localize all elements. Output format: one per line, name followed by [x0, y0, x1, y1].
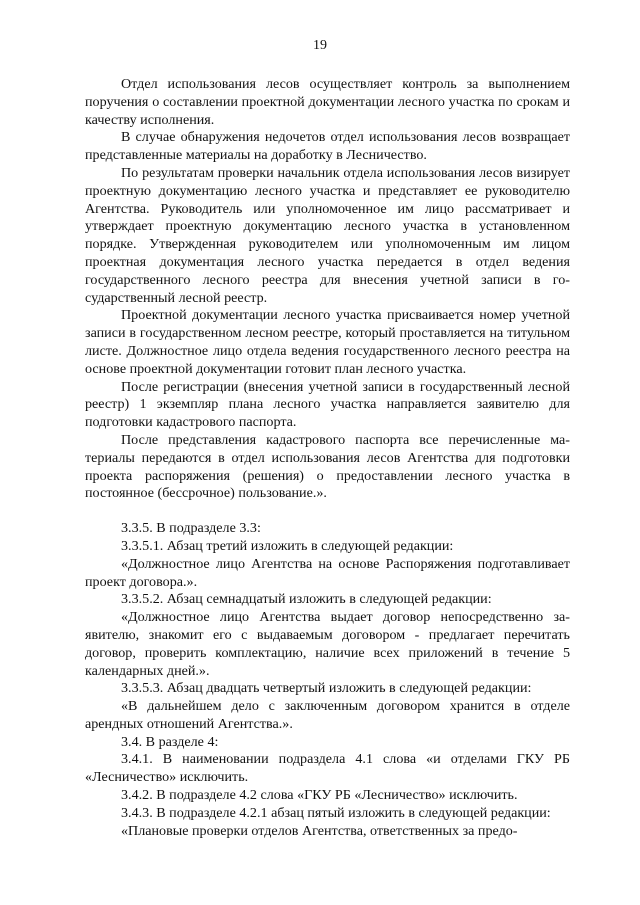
clause-3-3-5: 3.3.5. В подразделе 3.3:: [121, 520, 261, 537]
clause-3-4-3: 3.4.3. В подразделе 4.2.1 абзац пятый изложить в следующей редакции:: [121, 804, 551, 821]
clause-3-4-1: 3.4.1. В наименовании подраздела 4.1 слова «и отделами ГКУ РБ «Лесничество» исключить.: [85, 751, 570, 786]
clause-3-4-2: 3.4.2. В подразделе 4.2 слова «ГКУ РБ «Лесничество» исключить.: [121, 787, 518, 804]
clause-3-3-5-2: 3.3.5.2. Абзац семнадцатый изложить в следующей редакции:: [121, 591, 492, 608]
paragraph-deficiencies: В случае обнаружения недочетов отдел использования лесов возвращает представленные материалы на доработку в Лесничество.: [85, 129, 570, 164]
document-body: [85, 76, 570, 840]
paragraph-registration: После регистрации (внесения учетной записи в государственный лесной реестр) 1 экземпляр плана лесного участка направляется заявителю для подготовки кадастрового паспорта.: [85, 378, 570, 431]
paragraph-record-number: Проектной документации лесного участка присваивается номер учетной записи в государственном лесном реестре, который проставляется на титульном листе. Должностное лицо отдела ведения государственного лесного реестра на основе проектной документации готовит план лесного участка.: [85, 307, 570, 377]
quote-3-3-5-2: «Должностное лицо Агентства выдает договор непосредственно заявителю, знакомит его с выдаваемым договором - предлагает перечитать договор, проверить комплектацию, наличие всех приложений в течение 5 календарных дней.».: [85, 609, 570, 679]
quote-3-3-5-3: «В дальнейшем дело с заключенным договором хранится в отделе арендных отношений Агентства.».: [85, 698, 570, 732]
page-number: 19: [313, 38, 327, 53]
paragraph-review-results: По результатам проверки начальник отдела использования лесов визирует проектную документацию лесного участка и представляет ее руководителю Агентства. Руководитель или уполномоченное им лицо рассматривает и утверждает проектную документацию лесного участка в установленном порядке. Утвержденная руководителем или уполномоченным им лицом проектная документация лесного участка передается в отдел ведения государственного лесного реестра для внесения учетной записи в государственный лесной реестр.: [85, 164, 570, 306]
clause-3-3-5-3: 3.3.5.3. Абзац двадцать четвертый изложить в следующей редакции:: [121, 680, 532, 697]
quote-3-3-5-1: «Должностное лицо Агентства на основе Распоряжения подготавливает проект договора.».: [85, 555, 570, 590]
quote-3-4-3: «Плановые проверки отделов Агентства, ответственных за предо-: [121, 822, 518, 839]
clause-3-3-5-1: 3.3.5.1. Абзац третий изложить в следующей редакции:: [121, 537, 454, 554]
paragraph-cadastral-passport: После представления кадастрового паспорта все перечисленные материалы передаются в отдел использования лесов Агентства для подготовки проекта распоряжения (решения) о предоставлении лесного участка в постоянное (бессрочное) пользование.».: [85, 431, 570, 502]
clause-3-4: 3.4. В разделе 4:: [121, 733, 219, 750]
paragraph-control: Отдел использования лесов осуществляет контроль за выполнением поручения о составлении проектной документации лесного участка по срокам и качеству исполнения.: [85, 76, 570, 128]
